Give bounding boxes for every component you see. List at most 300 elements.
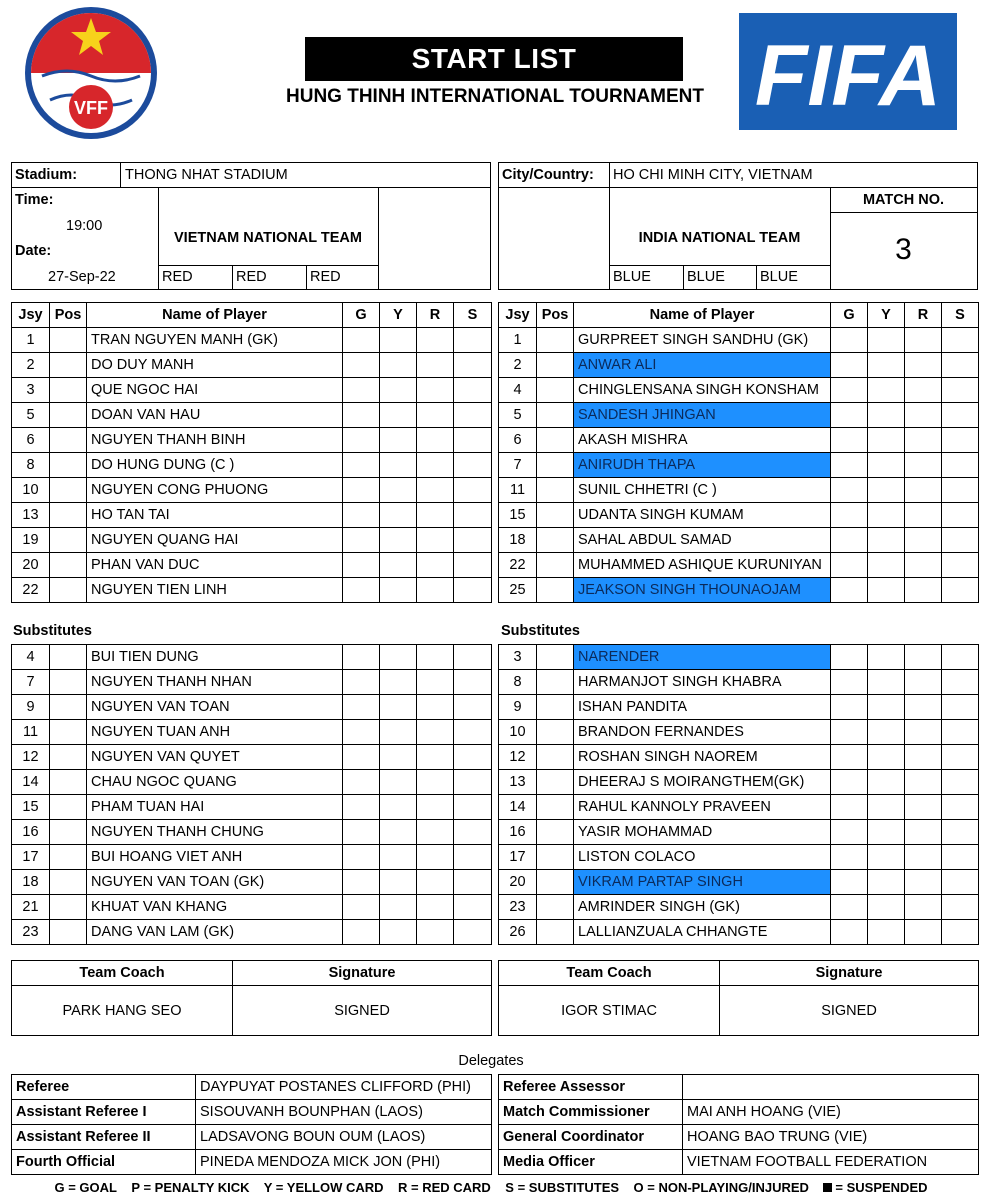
position-cell xyxy=(537,328,574,353)
legend-yellow: Y = YELLOW CARD xyxy=(263,1180,384,1195)
player-name xyxy=(574,478,831,503)
stat-s-cell xyxy=(942,720,979,745)
stat-g-cell xyxy=(343,328,380,353)
legend-suspended: = SUSPENDED xyxy=(835,1180,928,1195)
jersey-number: 1 xyxy=(499,328,537,353)
jersey-number: 18 xyxy=(12,870,50,895)
away-player-row xyxy=(499,578,979,603)
stat-g-cell xyxy=(343,353,380,378)
stat-r-cell xyxy=(417,503,454,528)
player-name xyxy=(574,578,831,603)
position-cell xyxy=(537,403,574,428)
home-sub-player-row xyxy=(12,845,492,870)
jersey-number: 19 xyxy=(12,528,50,553)
player-name xyxy=(574,770,831,795)
stat-y-cell xyxy=(380,503,417,528)
away-sub-player-row xyxy=(499,770,979,795)
stat-r-cell xyxy=(905,745,942,770)
stat-g-cell xyxy=(831,528,868,553)
stat-y-cell xyxy=(868,745,905,770)
player-name xyxy=(87,553,343,578)
stat-g-cell xyxy=(831,895,868,920)
stat-s-cell xyxy=(454,328,492,353)
jersey-number: 13 xyxy=(12,503,50,528)
stat-g-cell xyxy=(343,478,380,503)
stat-s-cell xyxy=(942,453,979,478)
position-cell xyxy=(50,845,87,870)
away-kit-shirt: BLUE xyxy=(613,269,651,285)
stat-g-cell xyxy=(343,820,380,845)
jersey-number: 15 xyxy=(12,795,50,820)
stat-r-cell xyxy=(905,378,942,403)
stat-r-cell xyxy=(417,578,454,603)
away-sub-player-row xyxy=(499,670,979,695)
delegate-name: LADSAVONG BOUN OUM (LAOS) xyxy=(196,1125,492,1150)
jersey-number: 3 xyxy=(499,645,537,670)
away-player-row xyxy=(499,478,979,503)
away-col-r: R xyxy=(905,303,942,328)
player-name-text: GURPREET SINGH SANDHU (GK) xyxy=(578,332,809,348)
jersey-number: 12 xyxy=(499,745,537,770)
legend-penalty: P = PENALTY KICK xyxy=(131,1180,250,1195)
stat-r-cell xyxy=(417,553,454,578)
player-name xyxy=(574,870,831,895)
player-name xyxy=(87,328,343,353)
home-player-row xyxy=(12,428,492,453)
player-name xyxy=(87,578,343,603)
home-coach-table xyxy=(11,960,492,1036)
player-name-text: NGUYEN THANH NHAN xyxy=(91,674,252,690)
player-name xyxy=(574,403,831,428)
stat-s-cell xyxy=(942,645,979,670)
jersey-number: 5 xyxy=(12,403,50,428)
position-cell xyxy=(50,578,87,603)
home-sub-player-row xyxy=(12,695,492,720)
stat-r-cell xyxy=(905,353,942,378)
delegate-row xyxy=(499,1125,979,1150)
stat-g-cell xyxy=(831,353,868,378)
stat-s-cell xyxy=(942,870,979,895)
player-name-text: PHAN VAN DUC xyxy=(91,557,200,573)
stat-r-cell xyxy=(417,528,454,553)
stat-g-cell xyxy=(343,503,380,528)
jersey-number: 15 xyxy=(499,503,537,528)
jersey-number: 4 xyxy=(12,645,50,670)
jersey-number: 5 xyxy=(499,403,537,428)
home-signature-label: Signature xyxy=(233,961,492,986)
stat-s-cell xyxy=(454,428,492,453)
player-name-text: ANWAR ALI xyxy=(578,357,657,373)
away-kit-shorts: BLUE xyxy=(687,269,725,285)
jersey-number: 16 xyxy=(499,820,537,845)
player-name-text: NARENDER xyxy=(578,649,660,665)
player-name xyxy=(87,353,343,378)
jersey-number: 14 xyxy=(12,770,50,795)
stat-r-cell xyxy=(417,820,454,845)
stat-g-cell xyxy=(831,845,868,870)
jersey-number: 22 xyxy=(12,578,50,603)
stat-s-cell xyxy=(942,553,979,578)
stat-r-cell xyxy=(905,820,942,845)
player-name xyxy=(87,895,343,920)
home-sub-player-row xyxy=(12,720,492,745)
stat-r-cell xyxy=(417,378,454,403)
home-substitutes-label: Substitutes xyxy=(13,623,92,639)
stat-g-cell xyxy=(343,403,380,428)
away-header-row xyxy=(499,303,979,328)
stat-s-cell xyxy=(942,845,979,870)
home-col-name: Name of Player xyxy=(87,303,343,328)
away-player-row xyxy=(499,453,979,478)
stat-s-cell xyxy=(942,745,979,770)
stat-s-cell xyxy=(942,895,979,920)
away-player-row xyxy=(499,403,979,428)
position-cell xyxy=(537,478,574,503)
stat-y-cell xyxy=(380,870,417,895)
player-name-text: PHAM TUAN HAI xyxy=(91,799,205,815)
player-name xyxy=(574,845,831,870)
legend-goal: G = GOAL xyxy=(54,1180,117,1195)
home-player-row xyxy=(12,528,492,553)
jersey-number: 20 xyxy=(499,870,537,895)
position-cell xyxy=(537,720,574,745)
stat-r-cell xyxy=(417,720,454,745)
stat-r-cell xyxy=(417,670,454,695)
player-name xyxy=(87,795,343,820)
stat-r-cell xyxy=(905,645,942,670)
stat-r-cell xyxy=(417,795,454,820)
player-name xyxy=(574,528,831,553)
stat-s-cell xyxy=(454,670,492,695)
player-name-text: HO TAN TAI xyxy=(91,507,170,523)
player-name-text: BUI HOANG VIET ANH xyxy=(91,849,243,865)
player-name-text: AKASH MISHRA xyxy=(578,432,688,448)
delegates-left-table xyxy=(11,1074,492,1175)
home-player-row xyxy=(12,478,492,503)
stat-g-cell xyxy=(343,870,380,895)
delegate-row xyxy=(12,1075,492,1100)
stat-s-cell xyxy=(942,770,979,795)
delegate-role: Assistant Referee I xyxy=(12,1100,196,1125)
player-name-text: MUHAMMED ASHIQUE KURUNIYAN xyxy=(578,557,822,573)
player-name-text: NGUYEN VAN TOAN xyxy=(91,699,230,715)
player-name xyxy=(87,920,343,945)
player-name-text: SANDESH JHINGAN xyxy=(578,407,716,423)
player-name xyxy=(574,328,831,353)
position-cell xyxy=(50,378,87,403)
player-name-text: CHINGLENSANA SINGH KONSHAM xyxy=(578,382,819,398)
away-col-name: Name of Player xyxy=(574,303,831,328)
date-label: Date: xyxy=(15,243,52,259)
position-cell xyxy=(50,453,87,478)
player-name xyxy=(87,428,343,453)
stat-g-cell xyxy=(831,820,868,845)
player-name xyxy=(574,895,831,920)
player-name-text: NGUYEN TUAN ANH xyxy=(91,724,231,740)
stat-g-cell xyxy=(831,920,868,945)
away-player-row xyxy=(499,503,979,528)
stat-r-cell xyxy=(905,478,942,503)
player-name xyxy=(574,428,831,453)
home-col-y: Y xyxy=(380,303,417,328)
stat-r-cell xyxy=(417,428,454,453)
stat-g-cell xyxy=(831,503,868,528)
stat-g-cell xyxy=(831,720,868,745)
position-cell xyxy=(537,895,574,920)
player-name-text: KHUAT VAN KHANG xyxy=(91,899,228,915)
stat-r-cell xyxy=(417,645,454,670)
home-player-row xyxy=(12,328,492,353)
player-name-text: LISTON COLACO xyxy=(578,849,696,865)
city-label: City/Country: xyxy=(502,167,594,183)
stat-r-cell xyxy=(417,870,454,895)
jersey-number: 8 xyxy=(12,453,50,478)
stat-r-cell xyxy=(905,870,942,895)
jersey-number: 8 xyxy=(499,670,537,695)
delegate-row xyxy=(12,1125,492,1150)
stat-s-cell xyxy=(942,478,979,503)
stat-g-cell xyxy=(343,670,380,695)
delegate-name: HOANG BAO TRUNG (VIE) xyxy=(683,1125,979,1150)
jersey-number: 18 xyxy=(499,528,537,553)
stat-y-cell xyxy=(868,528,905,553)
vff-logo-text: VFF xyxy=(74,98,108,118)
delegate-role: Referee xyxy=(12,1075,196,1100)
stat-r-cell xyxy=(905,670,942,695)
player-name-text: NGUYEN QUANG HAI xyxy=(91,532,239,548)
match-info-away xyxy=(498,162,978,290)
away-player-row xyxy=(499,553,979,578)
player-name xyxy=(574,553,831,578)
stat-g-cell xyxy=(343,428,380,453)
delegate-row xyxy=(499,1100,979,1125)
stat-s-cell xyxy=(454,578,492,603)
legend xyxy=(0,1180,982,1195)
home-player-row xyxy=(12,453,492,478)
home-col-jsy: Jsy xyxy=(12,303,50,328)
stat-s-cell xyxy=(454,403,492,428)
stat-y-cell xyxy=(868,553,905,578)
stat-s-cell xyxy=(942,528,979,553)
stat-s-cell xyxy=(942,670,979,695)
jersey-number: 9 xyxy=(12,695,50,720)
player-name-text: SUNIL CHHETRI (C ) xyxy=(578,482,717,498)
stat-y-cell xyxy=(868,895,905,920)
stat-y-cell xyxy=(868,870,905,895)
stat-g-cell xyxy=(831,553,868,578)
position-cell xyxy=(537,578,574,603)
position-cell xyxy=(537,770,574,795)
stat-s-cell xyxy=(942,353,979,378)
player-name xyxy=(87,820,343,845)
player-name xyxy=(87,378,343,403)
player-name xyxy=(87,403,343,428)
delegates-title: Delegates xyxy=(458,1053,524,1069)
away-substitutes-label: Substitutes xyxy=(501,623,580,639)
stat-y-cell xyxy=(868,428,905,453)
player-name-text: CHAU NGOC QUANG xyxy=(91,774,237,790)
stat-y-cell xyxy=(868,695,905,720)
jersey-number: 7 xyxy=(499,453,537,478)
stat-y-cell xyxy=(868,378,905,403)
player-name-text: NGUYEN CONG PHUONG xyxy=(91,482,269,498)
home-sub-player-row xyxy=(12,895,492,920)
time-value: 19:00 xyxy=(66,218,103,234)
away-col-pos: Pos xyxy=(537,303,574,328)
position-cell xyxy=(50,795,87,820)
away-col-jsy: Jsy xyxy=(499,303,537,328)
position-cell xyxy=(537,670,574,695)
stadium-label: Stadium: xyxy=(15,167,78,183)
delegate-name: MAI ANH HOANG (VIE) xyxy=(683,1100,979,1125)
delegate-role: Assistant Referee II xyxy=(12,1125,196,1150)
stat-y-cell xyxy=(380,845,417,870)
stat-y-cell xyxy=(868,920,905,945)
away-team-name: INDIA NATIONAL TEAM xyxy=(638,230,801,246)
stat-g-cell xyxy=(343,720,380,745)
delegate-name: VIETNAM FOOTBALL FEDERATION xyxy=(683,1150,979,1175)
stat-g-cell xyxy=(831,328,868,353)
player-name-text: BUI TIEN DUNG xyxy=(91,649,199,665)
player-name xyxy=(87,528,343,553)
city-value: HO CHI MINH CITY, VIETNAM xyxy=(613,167,813,183)
stat-g-cell xyxy=(343,578,380,603)
player-name xyxy=(87,870,343,895)
away-sub-player-row xyxy=(499,820,979,845)
position-cell xyxy=(537,428,574,453)
stat-r-cell xyxy=(417,745,454,770)
position-cell xyxy=(537,528,574,553)
delegate-name: PINEDA MENDOZA MICK JON (PHI) xyxy=(196,1150,492,1175)
away-kit-socks: BLUE xyxy=(760,269,798,285)
stat-y-cell xyxy=(868,453,905,478)
home-col-g: G xyxy=(343,303,380,328)
stat-s-cell xyxy=(454,353,492,378)
player-name-text: QUE NGOC HAI xyxy=(91,382,199,398)
stat-y-cell xyxy=(380,403,417,428)
stat-g-cell xyxy=(343,553,380,578)
position-cell xyxy=(50,720,87,745)
time-label: Time: xyxy=(15,192,54,208)
away-sub-player-row xyxy=(499,795,979,820)
delegate-row xyxy=(12,1150,492,1175)
player-name xyxy=(574,378,831,403)
stat-r-cell xyxy=(417,353,454,378)
player-name-text: VIKRAM PARTAP SINGH xyxy=(578,874,743,890)
jersey-number: 4 xyxy=(499,378,537,403)
player-name xyxy=(574,820,831,845)
stat-y-cell xyxy=(380,353,417,378)
player-name-text: AMRINDER SINGH (GK) xyxy=(578,899,740,915)
jersey-number: 7 xyxy=(12,670,50,695)
stat-s-cell xyxy=(942,578,979,603)
home-sub-player-row xyxy=(12,820,492,845)
stat-y-cell xyxy=(380,553,417,578)
stat-g-cell xyxy=(831,378,868,403)
home-player-row xyxy=(12,578,492,603)
home-sub-player-row xyxy=(12,770,492,795)
position-cell xyxy=(50,328,87,353)
stat-r-cell xyxy=(905,720,942,745)
stat-g-cell xyxy=(831,428,868,453)
stat-r-cell xyxy=(417,695,454,720)
page-title: START LIST xyxy=(305,37,683,81)
stat-y-cell xyxy=(380,895,417,920)
stat-y-cell xyxy=(868,328,905,353)
stat-r-cell xyxy=(905,845,942,870)
stat-y-cell xyxy=(868,645,905,670)
stat-s-cell xyxy=(454,553,492,578)
player-name xyxy=(574,645,831,670)
jersey-number: 11 xyxy=(12,720,50,745)
stat-g-cell xyxy=(343,378,380,403)
stat-y-cell xyxy=(380,720,417,745)
stat-r-cell xyxy=(905,428,942,453)
home-sub-player-row xyxy=(12,870,492,895)
stat-s-cell xyxy=(454,820,492,845)
position-cell xyxy=(50,870,87,895)
away-player-row xyxy=(499,353,979,378)
stat-r-cell xyxy=(905,528,942,553)
stat-g-cell xyxy=(831,403,868,428)
stat-y-cell xyxy=(380,795,417,820)
stat-y-cell xyxy=(380,745,417,770)
stat-y-cell xyxy=(868,578,905,603)
jersey-number: 21 xyxy=(12,895,50,920)
stat-g-cell xyxy=(831,645,868,670)
position-cell xyxy=(537,353,574,378)
position-cell xyxy=(50,820,87,845)
delegate-name: SISOUVANH BOUNPHAN (LAOS) xyxy=(196,1100,492,1125)
position-cell xyxy=(50,428,87,453)
player-name xyxy=(574,503,831,528)
stat-r-cell xyxy=(905,795,942,820)
home-player-row xyxy=(12,403,492,428)
jersey-number: 11 xyxy=(499,478,537,503)
player-name xyxy=(87,770,343,795)
match-no-value: 3 xyxy=(895,233,912,266)
away-signature-label: Signature xyxy=(720,961,979,986)
stat-y-cell xyxy=(868,845,905,870)
stat-y-cell xyxy=(868,820,905,845)
stat-r-cell xyxy=(905,553,942,578)
position-cell xyxy=(537,920,574,945)
player-name-text: BRANDON FERNANDES xyxy=(578,724,744,740)
away-sub-player-row xyxy=(499,745,979,770)
player-name xyxy=(574,670,831,695)
home-sub-player-row xyxy=(12,645,492,670)
position-cell xyxy=(537,378,574,403)
home-team-name: VIETNAM NATIONAL TEAM xyxy=(174,230,362,246)
home-player-row xyxy=(12,378,492,403)
stat-r-cell xyxy=(417,453,454,478)
home-player-row xyxy=(12,503,492,528)
home-substitutes-table xyxy=(11,644,492,945)
stat-g-cell xyxy=(343,895,380,920)
stat-s-cell xyxy=(942,820,979,845)
player-name-text: NGUYEN TIEN LINH xyxy=(91,582,227,598)
player-name xyxy=(574,453,831,478)
stat-g-cell xyxy=(831,795,868,820)
position-cell xyxy=(537,503,574,528)
stat-s-cell xyxy=(454,870,492,895)
jersey-number: 12 xyxy=(12,745,50,770)
player-name xyxy=(87,453,343,478)
stat-y-cell xyxy=(868,503,905,528)
stat-s-cell xyxy=(942,795,979,820)
away-sub-player-row xyxy=(499,720,979,745)
stat-r-cell xyxy=(417,895,454,920)
